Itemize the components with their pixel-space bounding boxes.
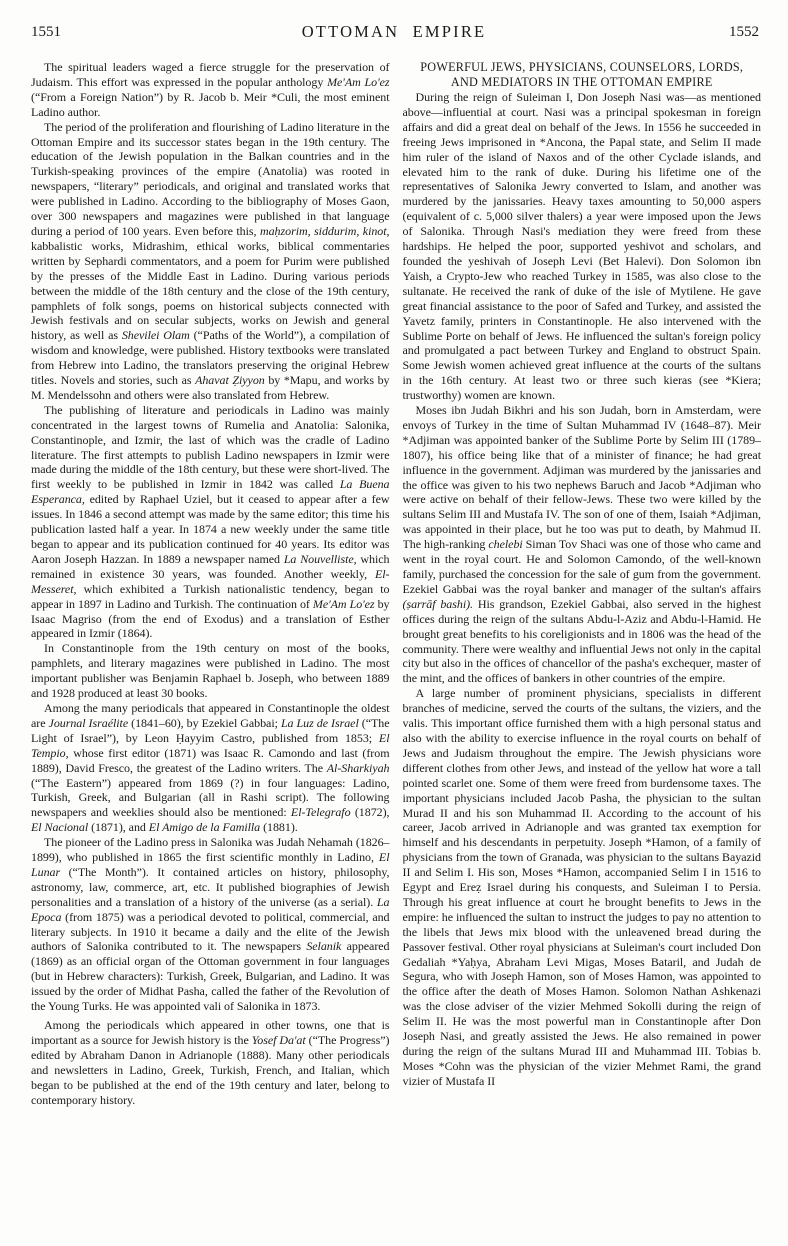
italic-text: El Lunar xyxy=(31,850,390,879)
text-run: (1871), and xyxy=(88,820,149,835)
text-run: During the reign of Suleiman I, Don Joseph Nasi was—as mentioned above—influential at court. Nasi was a principal spokesman in foreign affairs and did a great deal on behalf of the Jews. In 1556 he succeeded in freeing Jews imprisoned in *Ancona, the Papal state, and Selim II made him ruler of the island of Naxos and of the other Cyclade islands, and elevated him to the rank of duke. During his lifetime one of the representatives of Salonika Jewry converted to Islam, and another was murdered by the janissaries. Heavy taxes amounting to 50,000 aspers (equivalent of c. 5,000 silver thalers) a year were imposed upon the Jews of Salonika. Through Nasi's mediation they were freed from these hardships. He helped the poor, supported yeshivot and scholars, and founded the yeshivah of Joseph Levi (Bet Halevi). Don Solomon ibn Yaish, a Crypto-Jew who reached Turkey in 1585, was also close to the sultanate. He received the rank of duke of the isle of Mytilene. He gave great financial assistance to the poor of Safed and Turkey, and assisted the Yavetz family, printers in Constantinople. He also intervened with the Sublime Porte on behalf of Jews. He influenced the sultan's foreign policy and promulgated a pact between Turkey and England to obstruct Spain. Some Jewish women achieved great influence at the courts of the sultans in the 16th century. At least two or three such kieras (see *Kiera; trustworthy) women are known. xyxy=(402,90,761,403)
paragraph xyxy=(31,120,390,403)
text-run: A large number of prominent physicians, specialists in different branches of medicine, served the courts of the sultans, the viziers, and the valis. This important office furnished them with a high personal status and also with the ability to exercise influence in the royal courts on behalf of Jews and Judaism throughout the empire. The Jewish physicians wore different clothes from other Jews, and instead of the yellow hat wore a tall pointed scarlet one. Some of them were freed from burdensome taxes. The important physicians included Jacob Pasha, the physician to the sultan Murad II and his son Muhammad II. According to the account of his career, Jacob arrived in Adrianople and was granted tax exemption for himself and his descendants in perpetuity. Joseph *Hamon, of a family of physicians from the town of Granada, was physician to the sultans Bayazid II and Selim I. His son, Moses *Hamon, accompanied Selim I in 1516 to Egypt and Ereẓ Israel during his conquests, and Suleiman I to Persia. Through his great influence at court he brought benefits to Jews in the empire: he influenced the sultan to instruct the judges to pay no attention to the libels that Jews mix blood with the unleavened bread during the Passover festival. Other royal physicians at Suleiman's court included Don Gedaliah *Yaḥya, Abraham Levi Migas, Moses Bataril, and Judah de Segura, who with Joseph Hamon, son of Moses Hamon, was appointed to the office after the death of Moses Hamon. Solomon Nathan Ashkenazi was the close adviser of the vizier Mehmed Sokolli during the reign of Selim II. He was the most powerful man in Constantinople after Don Joseph Nasi, and greatly assisted the Jews. He also remained in power during the reign of the sultans Murad III and Muhammad III. Tobias b. Moses *Cohn was the physician of the vizier Mehmet Rami, the grand vizier of Mustafa II xyxy=(402,686,761,1088)
left-page-number: 1551 xyxy=(31,24,61,40)
paragraph xyxy=(31,60,390,120)
text-run: The spiritual leaders waged a fierce struggle for the preservation of Judaism. This effort was expressed in the popular anthology xyxy=(31,60,390,89)
italic-text: La Epoca xyxy=(31,894,390,924)
paragraph xyxy=(31,835,390,1014)
italic-text: Me'Am Lo'ez xyxy=(312,596,375,611)
text-run: (“The Progress”) edited by Abraham Danon in Adrianople (1888). Many other periodicals and newsletters in Ladino, Greek, Turkish, French, and Italian, which began to be published at the end of the 19th century and later, belong to contemporary history. xyxy=(31,1032,390,1107)
text-run: In Constantinople from the 19th century on most of the books, pamphlets, and literary magazines were published in Ladino. The most important publisher was Benjamin Raphael b. Joseph, who between 1889 and 1928 produced at least 30 books. xyxy=(31,641,390,701)
text-run: edited by Raphael Uziel, but it ceased to appear after a few issues. In 1846 a second attempt was made by the same editor; this time his publication lasted half a year. In 1874 a new weekly under the same title began to appear and its publication continued for 40 years. Its editor was Aaron Joseph Hazzan. In 1889 a newspaper named xyxy=(31,492,390,566)
section-heading xyxy=(403,60,762,90)
text-run: whose first editor (1871) was Isaac R. Camondo and last (from 1889), David Fresco, the greatest of the Ladino writers. The xyxy=(31,745,390,775)
running-title: OTTOMAN EMPIRE xyxy=(301,22,487,41)
italic-text: Selanik xyxy=(306,939,342,954)
italic-text: El-Messeret, xyxy=(31,566,390,596)
italic-text: El-Telegrafo xyxy=(290,805,351,820)
page-header xyxy=(0,0,788,46)
text-run: (“From a Foreign Nation”) by R. Jacob b. Meir *Culi, the most eminent Ladino author. xyxy=(31,89,390,119)
right-column xyxy=(403,60,762,1246)
text-run: (“The Light of Israel”), by Leon Ḥayyim Castro, published from 1853; xyxy=(31,715,390,745)
italic-text: Al-Sharkiyah xyxy=(326,760,390,775)
text-run: by *Mapu, and works by M. Mendelssohn and others were also translated from Hebrew. xyxy=(31,373,390,402)
text-run: Among the periodicals which appeared in other towns, one that is important as a source for Jewish history is the xyxy=(31,1018,390,1047)
text-run: (“The Month”). It contained articles on history, philosophy, astronomy, law, commerce, art, etc. It published biographies of Jewish personalities and a translation of a history of the universe (as a serial). xyxy=(31,864,390,909)
paragraph xyxy=(31,1018,390,1107)
italic-text: maḥzorim, siddurim, kinot, xyxy=(259,223,390,238)
italic-text: Journal Israélite xyxy=(48,715,129,730)
paragraph xyxy=(403,403,762,686)
italic-text: chelebi xyxy=(488,537,523,552)
text-run: which remained in existence 30 years, was founded. Another weekly, xyxy=(31,551,390,581)
italic-text: La Nouvelliste, xyxy=(283,551,357,566)
italic-text: El Nacional xyxy=(31,820,89,835)
text-run: (from 1875) was a periodical devoted to political, commercial, and literary subjects. In 1910 it became a daily and the elite of the Jewish authors of Salonika contributed to it. The newspapers xyxy=(31,909,390,954)
text-run: (“The Eastern”) appeared from 1869 (?) in four languages: Ladino, Turkish, Greek, and Bulgarian (all in Rashi script). The following newspapers and weeklies should also be mentioned: xyxy=(31,775,390,820)
italic-text: El Tempio, xyxy=(31,730,390,760)
text-run: Among the many periodicals that appeared in Constantinople the oldest are xyxy=(31,700,390,730)
text-run: The publishing of literature and periodicals in Ladino was mainly concentrated in the largest towns of Rumelia and Anatolia: Salonika, Constantinople, and Izmir, the last of which was the cradle of Ladino literature. The first attempts to publish Ladino newspapers in Izmir were made during the middle of the 18th century, but these were short-lived. The first weekly to be published in Izmir in 1842 was called xyxy=(31,402,390,492)
left-column xyxy=(31,60,390,1246)
right-page-number: 1552 xyxy=(729,24,759,40)
text-run: kabbalistic works, Midrashim, ethical works, biblical commentaries written by Sephardi commentators, and a poem for Purim were published by the presses of the Middle East in Ladino. During various periods between the middle of the 18th century and the close of the 19th century, pamphlets of folk songs, poems on historical subjects connected with Jewish festivals and on secular subjects, works on Jewish and general history, as well as xyxy=(31,238,390,343)
paragraph xyxy=(403,686,762,1088)
section-heading-line-2: AND MEDIATORS IN THE OTTOMAN EMPIRE xyxy=(450,75,713,89)
paragraph xyxy=(403,90,762,403)
text-run: Moses ibn Judah Bikhri and his son Judah, born in Amsterdam, were envoys of Turkey in the time of Sultan Muhammad IV (1648–87). Meir *Adjiman was appointed banker of the Sublime Porte by Selim III (1789–1807), his office being like that of a minister of finance; he had great influence in the government. Adjiman was murdered by the janissaries and the office was given to his two nephews Baruch and Jacob *Adjiman who were active on behalf of their fellow-Jews. These two were killed by the sultans Selim III and Mustafa IV. The son of one of them, Isaiah *Adjiman, was appointed in their place, but he too was put to death, by Mahmud II. The high-ranking xyxy=(402,403,761,552)
italic-text: Ahavat Ẓiyyon xyxy=(195,373,265,388)
paragraph xyxy=(31,403,390,642)
italic-text: La Buena Esperanca, xyxy=(31,477,390,507)
italic-text: Yosef Da'at xyxy=(251,1032,306,1047)
italic-text: (ṣarrāf bashi). xyxy=(402,596,474,611)
text-run: by Isaac Magriso (from the end of Exodus) and a translation of Esther appeared in Izmir (1864). xyxy=(31,596,390,641)
text-run: (1841–60), by Ezekiel Gabbai; xyxy=(128,715,281,730)
text-run: Siman Tov Shaci was one of those who came and went in the royal court. He and Solomon Camondo, of the well-known family, purchased the concession for the sale of gum from the government. Ezekiel Gabbai was the royal banker and manager of the sultan's affairs xyxy=(402,537,761,596)
italic-text: Me'Am Lo'ez xyxy=(327,74,390,89)
text-run: His grandson, Ezekiel Gabbai, also served in the highest offices during the reign of the sultans Abdu-l-Aziz and Abdu-l-Hamid. He brought great benefits to his coreligionists and in 1806 was the head of the community. There were wealthy and influential Jews not only in the capital city but also in the offices of chancellor of the pasha's exchequer, master of the mint, and the offices of bankers in other countries of the empire. xyxy=(402,596,761,686)
italic-text: La Luz de Israel xyxy=(280,715,359,730)
paragraph xyxy=(31,641,390,701)
text-run: (1872), xyxy=(350,805,390,820)
text-run: (“Paths of the World”), a compilation of wisdom and knowledge, were published. History textbooks were translated from Hebrew into Ladino, the translators preserving the original Hebrew titles. Novels and stories, such as xyxy=(31,328,390,388)
text-run: The pioneer of the Ladino press in Salonika was Judah Nehamah (1826–1899), who published in 1865 the first scientific monthly in Ladino, xyxy=(31,835,390,865)
text-run: which exhibited a Turkish nationalistic tendency, began to appear in 1897 in Ladino and Turkish. The continuation of xyxy=(31,581,390,611)
paragraph xyxy=(31,701,390,835)
text-run: (1881). xyxy=(260,820,298,835)
text-run: appeared (1869) as an official organ of the Ottoman government in four languages (but in Hebrew characters): Turkish, Greek, Bulgarian, and Ladino. It was issued by the order of Midhat Pasha, called the father of the Revolution of the Young Turks. He was appointed vali of Salonika in 1873. xyxy=(31,939,390,1014)
text-run: The period of the proliferation and flourishing of Ladino literature in the Ottoman Empire and its successor states began in the 19th century. The education of the Jewish population in the Balkan countries and in the Turkish-speaking provinces of the empire (Anatolia) was rooted in newspapers, “literary” periodicals, and original and translated works that were published in Ladino. According to the bibliography of Moses Gaon, over 300 newspapers and magazines were published in that language during a period of 100 years. Even before this, xyxy=(31,119,390,238)
italic-text: Shevilei Olam xyxy=(121,328,190,343)
italic-text: El Amigo de la Familla xyxy=(148,820,261,835)
section-heading-line-1: POWERFUL JEWS, PHYSICIANS, COUNSELORS, LORDS, xyxy=(420,60,744,74)
two-column-body xyxy=(0,46,788,1246)
